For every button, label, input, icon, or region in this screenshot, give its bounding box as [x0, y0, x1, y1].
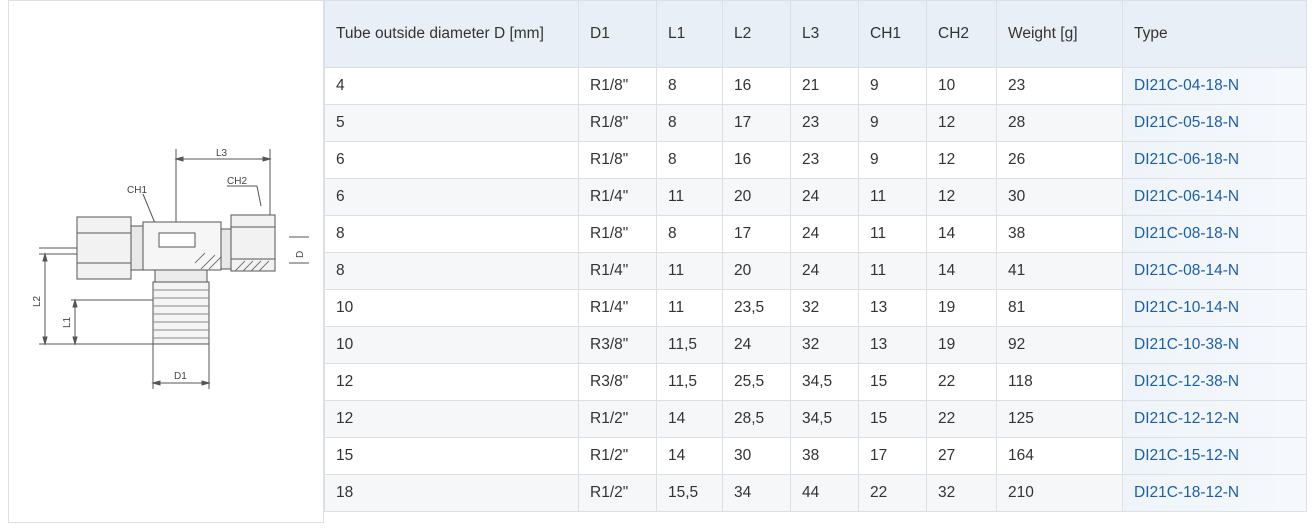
cell-ch1: 11	[859, 179, 927, 216]
cell-weight: 26	[997, 142, 1123, 179]
cell-d1: R1/2"	[579, 438, 657, 475]
cell-tube-diameter: 8	[325, 253, 579, 290]
cell-l2: 16	[723, 68, 791, 105]
cell-l1: 8	[657, 105, 723, 142]
header-weight: Weight [g]	[997, 1, 1123, 68]
cell-ch2: 14	[927, 216, 997, 253]
cell-ch1: 9	[859, 68, 927, 105]
cell-l2: 24	[723, 327, 791, 364]
cell-d1: R1/8"	[579, 105, 657, 142]
cell-tube-diameter: 12	[325, 401, 579, 438]
cell-d1: R1/8"	[579, 142, 657, 179]
cell-l3: 38	[791, 438, 859, 475]
cell-type-link[interactable]: DI21C-08-18-N	[1123, 216, 1307, 253]
cell-l2: 25,5	[723, 364, 791, 401]
cell-weight: 210	[997, 475, 1123, 512]
cell-type-link[interactable]: DI21C-18-12-N	[1123, 475, 1307, 512]
cell-l2: 20	[723, 253, 791, 290]
cell-ch1: 17	[859, 438, 927, 475]
cell-weight: 118	[997, 364, 1123, 401]
cell-d1: R1/4"	[579, 179, 657, 216]
cell-type-link[interactable]: DI21C-06-14-N	[1123, 179, 1307, 216]
cell-d1: R1/2"	[579, 475, 657, 512]
cell-l1: 11	[657, 179, 723, 216]
cell-ch2: 12	[927, 179, 997, 216]
cell-ch1: 11	[859, 216, 927, 253]
cell-d1: R1/8"	[579, 216, 657, 253]
header-l1: L1	[657, 1, 723, 68]
cell-weight: 41	[997, 253, 1123, 290]
table-row	[325, 105, 1307, 142]
cell-l3: 34,5	[791, 364, 859, 401]
cell-l3: 32	[791, 327, 859, 364]
cell-tube-diameter: 18	[325, 475, 579, 512]
cell-tube-diameter: 6	[325, 142, 579, 179]
cell-ch2: 12	[927, 105, 997, 142]
table-row	[325, 142, 1307, 179]
cell-d1: R3/8"	[579, 364, 657, 401]
cell-type-link[interactable]: DI21C-10-14-N	[1123, 290, 1307, 327]
cell-l3: 24	[791, 216, 859, 253]
cell-l3: 21	[791, 68, 859, 105]
technical-drawing-cell	[8, 0, 324, 523]
cell-ch1: 9	[859, 105, 927, 142]
cell-ch2: 12	[927, 142, 997, 179]
cell-tube-diameter: 8	[325, 216, 579, 253]
cell-l1: 8	[657, 68, 723, 105]
cell-weight: 30	[997, 179, 1123, 216]
cell-type-link[interactable]: DI21C-10-38-N	[1123, 327, 1307, 364]
d-dimension-label: D	[295, 250, 306, 258]
table-header-row	[325, 1, 1307, 68]
d1-dimension-label: D1	[174, 371, 187, 382]
table-row	[325, 290, 1307, 327]
cell-d1: R1/2"	[579, 401, 657, 438]
header-d1: D1	[579, 1, 657, 68]
cell-weight: 38	[997, 216, 1123, 253]
l2-dimension-label: L2	[32, 295, 43, 307]
cell-l1: 11,5	[657, 327, 723, 364]
cell-type-link[interactable]: DI21C-12-12-N	[1123, 401, 1307, 438]
cell-d1: R1/4"	[579, 253, 657, 290]
cell-l1: 8	[657, 216, 723, 253]
cell-ch1: 9	[859, 142, 927, 179]
cell-tube-diameter: 6	[325, 179, 579, 216]
cell-d1: R1/4"	[579, 290, 657, 327]
cell-type-link[interactable]: DI21C-15-12-N	[1123, 438, 1307, 475]
cell-tube-diameter: 5	[325, 105, 579, 142]
dimensions-table	[324, 0, 1307, 512]
cell-l2: 28,5	[723, 401, 791, 438]
table-row	[325, 253, 1307, 290]
cell-l3: 34,5	[791, 401, 859, 438]
cell-ch2: 22	[927, 364, 997, 401]
table-row	[325, 364, 1307, 401]
cell-l3: 24	[791, 179, 859, 216]
ch2-dimension-label: CH2	[227, 176, 248, 187]
cell-ch1: 15	[859, 401, 927, 438]
cell-type-link[interactable]: DI21C-08-14-N	[1123, 253, 1307, 290]
cell-ch1: 13	[859, 290, 927, 327]
table-row	[325, 327, 1307, 364]
cell-ch2: 14	[927, 253, 997, 290]
cell-ch2: 10	[927, 68, 997, 105]
cell-d1: R1/8"	[579, 68, 657, 105]
table-row	[325, 68, 1307, 105]
cell-type-link[interactable]: DI21C-05-18-N	[1123, 105, 1307, 142]
cell-l3: 32	[791, 290, 859, 327]
cell-weight: 125	[997, 401, 1123, 438]
table-row	[325, 179, 1307, 216]
cell-ch1: 11	[859, 253, 927, 290]
cell-weight: 92	[997, 327, 1123, 364]
table-row	[325, 401, 1307, 438]
cell-weight: 81	[997, 290, 1123, 327]
cell-l2: 23,5	[723, 290, 791, 327]
header-type: Type	[1123, 1, 1307, 68]
cell-l1: 14	[657, 438, 723, 475]
cell-ch1: 15	[859, 364, 927, 401]
cell-tube-diameter: 10	[325, 290, 579, 327]
cell-ch1: 22	[859, 475, 927, 512]
cell-weight: 164	[997, 438, 1123, 475]
cell-ch2: 27	[927, 438, 997, 475]
header-ch1: CH1	[859, 1, 927, 68]
cell-l1: 11,5	[657, 364, 723, 401]
cell-l2: 20	[723, 179, 791, 216]
cell-type-link[interactable]: DI21C-04-18-N	[1123, 68, 1307, 105]
cell-d1: R3/8"	[579, 327, 657, 364]
cell-type-link[interactable]: DI21C-06-18-N	[1123, 142, 1307, 179]
cell-weight: 23	[997, 68, 1123, 105]
cell-ch2: 32	[927, 475, 997, 512]
table-row	[325, 216, 1307, 253]
cell-ch2: 19	[927, 290, 997, 327]
cell-l2: 17	[723, 105, 791, 142]
header-ch2: CH2	[927, 1, 997, 68]
cell-ch1: 13	[859, 327, 927, 364]
cell-l2: 30	[723, 438, 791, 475]
l1-dimension-label: L1	[62, 316, 73, 328]
l3-dimension-label: L3	[216, 148, 228, 159]
tee-fitting-drawing	[9, 1, 325, 524]
cell-l2: 34	[723, 475, 791, 512]
cell-tube-diameter: 10	[325, 327, 579, 364]
cell-l1: 14	[657, 401, 723, 438]
header-l2: L2	[723, 1, 791, 68]
cell-tube-diameter: 12	[325, 364, 579, 401]
ch1-dimension-label: CH1	[127, 185, 148, 196]
cell-ch2: 19	[927, 327, 997, 364]
cell-tube-diameter: 4	[325, 68, 579, 105]
cell-type-link[interactable]: DI21C-12-38-N	[1123, 364, 1307, 401]
header-tube-outside-diameter: Tube outside diameter D [mm]	[325, 1, 579, 68]
cell-weight: 28	[997, 105, 1123, 142]
cell-tube-diameter: 15	[325, 438, 579, 475]
cell-l1: 15,5	[657, 475, 723, 512]
cell-l1: 11	[657, 290, 723, 327]
cell-ch2: 22	[927, 401, 997, 438]
cell-l1: 8	[657, 142, 723, 179]
header-l3: L3	[791, 1, 859, 68]
cell-l2: 17	[723, 216, 791, 253]
cell-l1: 11	[657, 253, 723, 290]
table-row	[325, 438, 1307, 475]
table-row	[325, 475, 1307, 512]
cell-l2: 16	[723, 142, 791, 179]
cell-l3: 24	[791, 253, 859, 290]
cell-l3: 23	[791, 105, 859, 142]
cell-l3: 23	[791, 142, 859, 179]
cell-l3: 44	[791, 475, 859, 512]
